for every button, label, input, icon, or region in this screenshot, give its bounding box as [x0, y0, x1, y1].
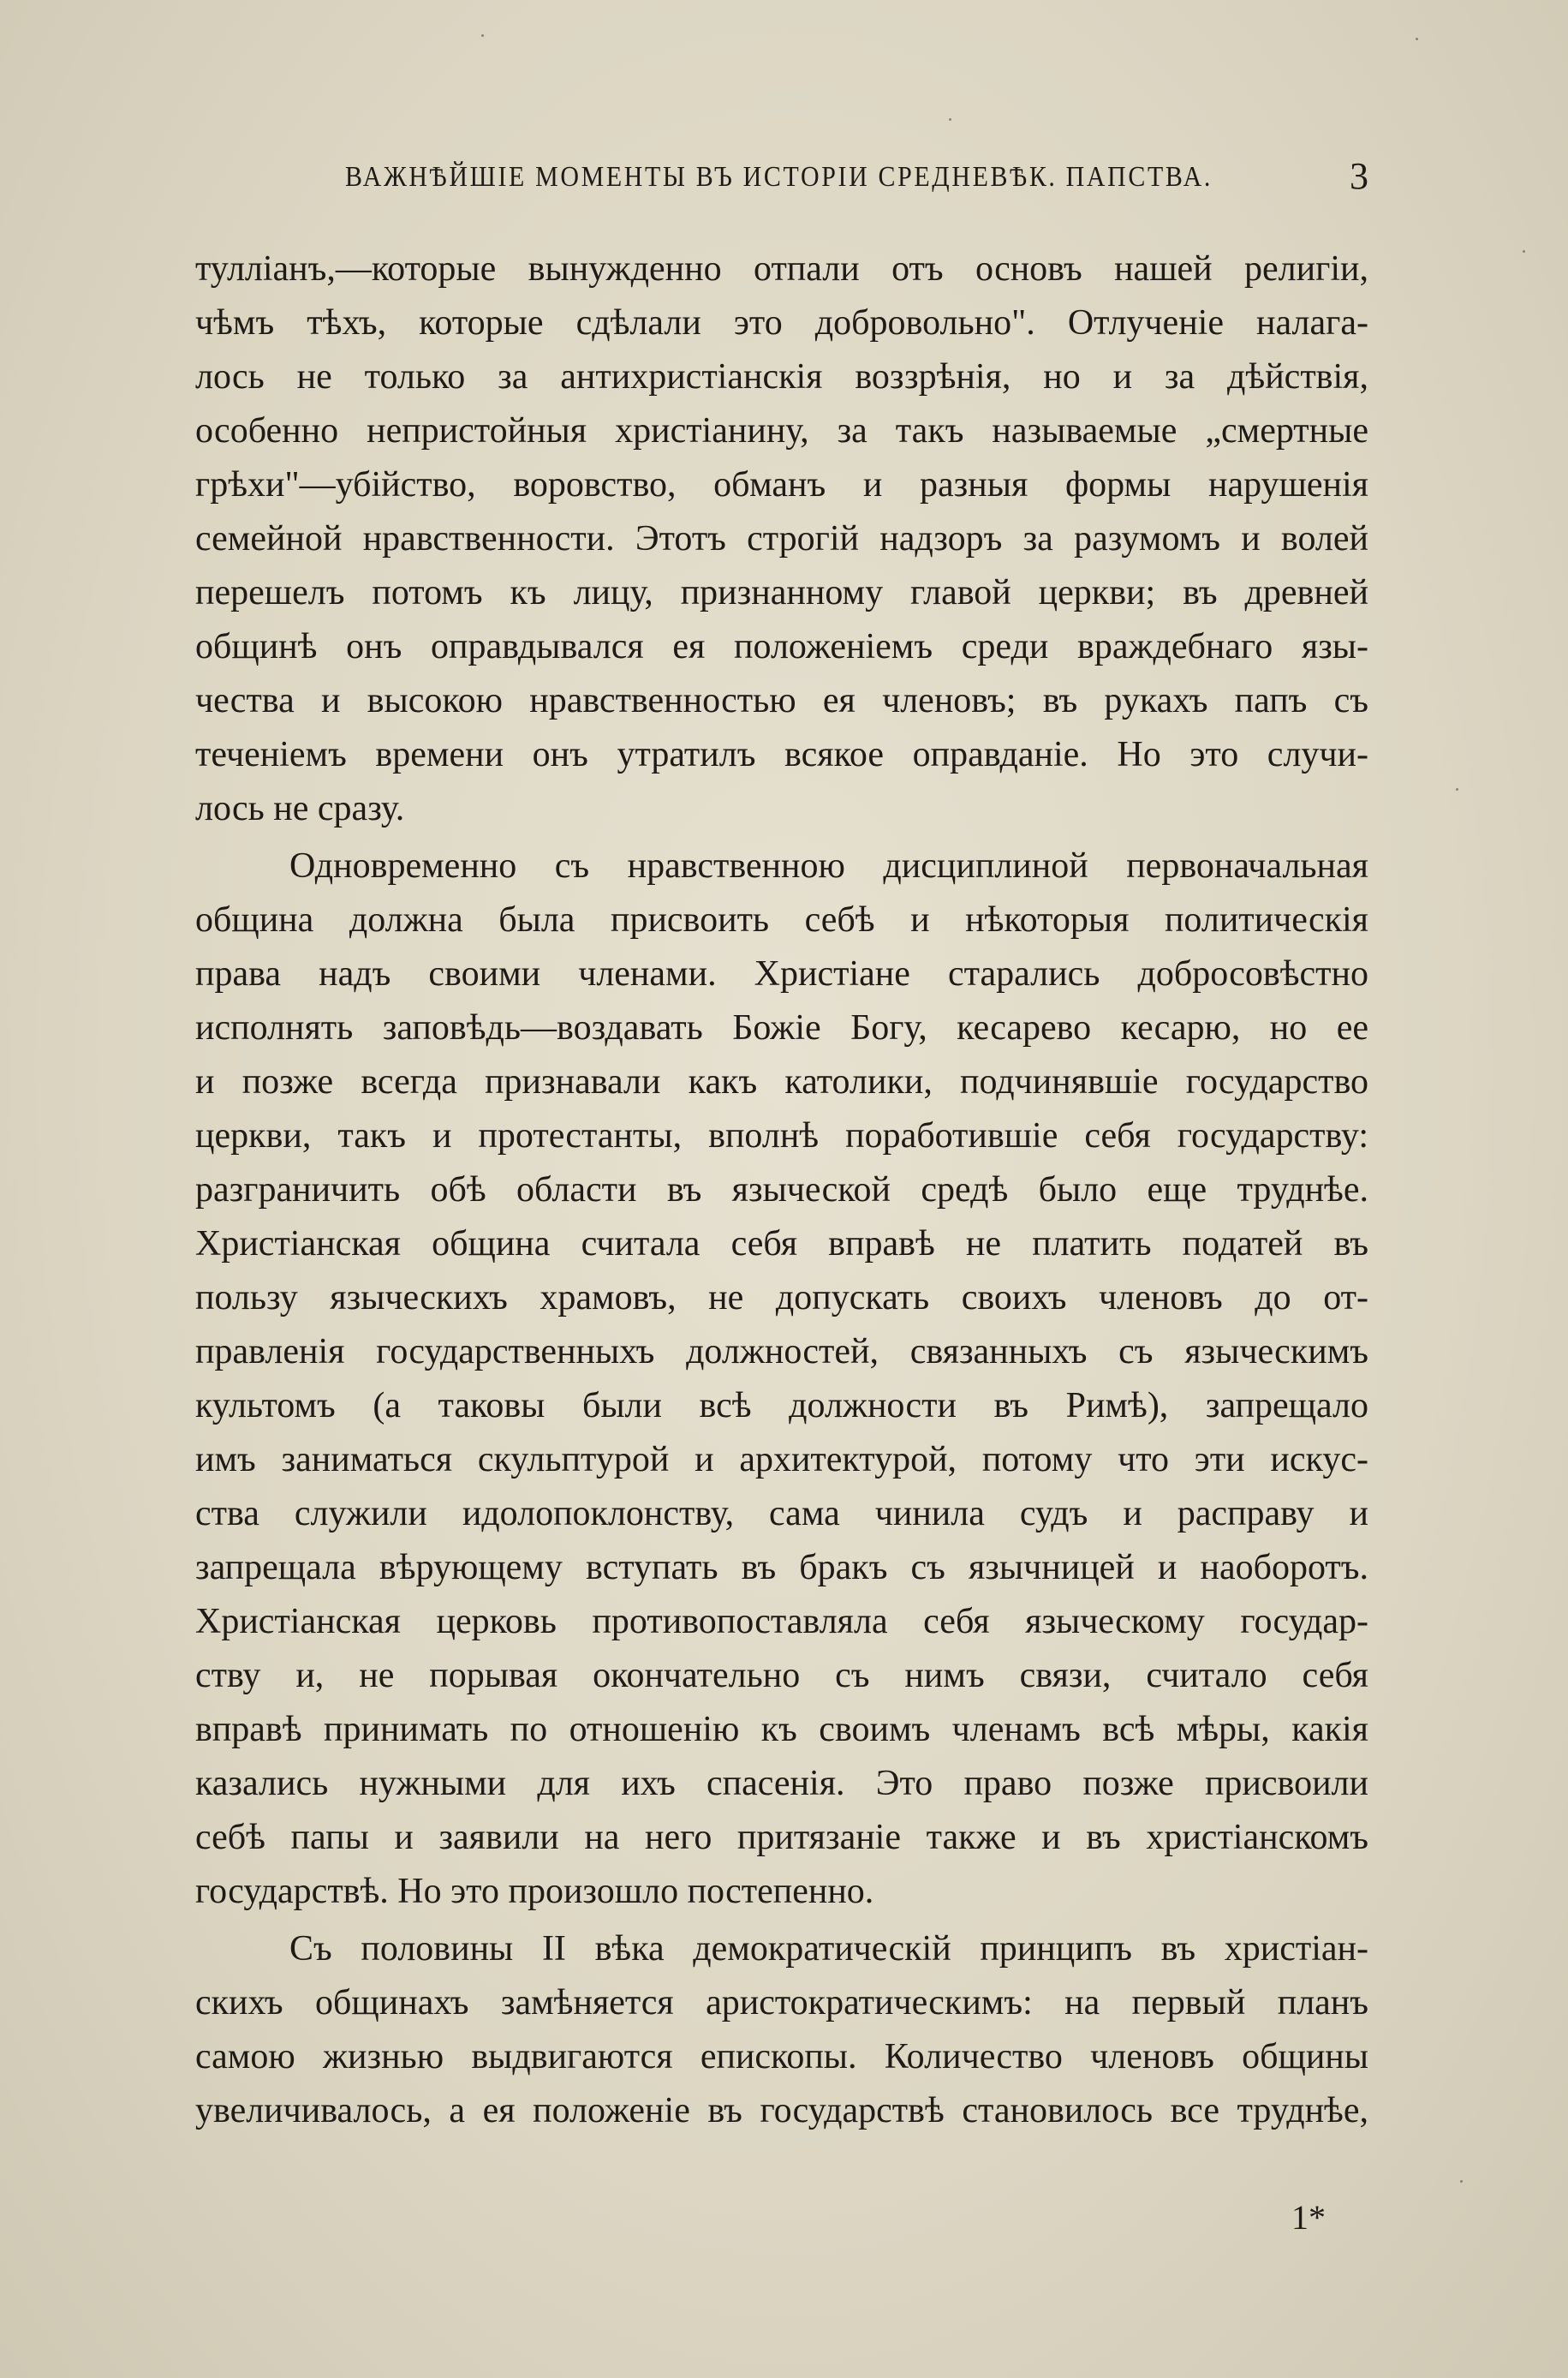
text-line: перешелъ потомъ къ лицу, признанному главой церкви; въ древней — [195, 573, 1368, 612]
text-line: теченiемъ времени онъ утратилъ всякое оправданiе. Но это случи- — [195, 735, 1368, 774]
text-line: запрещала вѣрующему вступать въ бракъ съ язычницей и наоборотъ. — [195, 1548, 1368, 1587]
text-line: себѣ папы и заявили на него притязанiе также и въ христiанскомъ — [195, 1818, 1368, 1857]
text-line: Съ половины II вѣка демократическiй принципъ въ христiан- — [289, 1929, 1368, 1969]
speck — [949, 118, 951, 121]
speck — [1416, 38, 1418, 40]
text-line: и позже всегда признавали какъ католики, подчинявшiе государство — [195, 1062, 1368, 1102]
speck — [481, 34, 484, 37]
text-line: Одновременно съ нравственною дисциплиной первоначальная — [289, 846, 1368, 886]
text-line: лось не только за антихристiанскiя воззрѣнiя, но и за дѣйствiя, — [195, 357, 1368, 397]
text-line: ству и, не порывая окончательно съ нимъ связи, считало себя — [195, 1656, 1368, 1695]
text-line: чѣмъ тѣхъ, которые сдѣлали это добровольно". Отлученiе налага- — [195, 303, 1368, 343]
text-line: права надъ своими членами. Христiане старались добросовѣстно — [195, 954, 1368, 994]
speck — [1460, 2180, 1463, 2183]
text-line: лось не сразу. — [195, 789, 405, 828]
text-line: ства служили идолопоклонству, сама чинила судъ и расправу и — [195, 1494, 1368, 1533]
text-line: пользу языческихъ храмовъ, не допускать своихъ членовъ до от- — [195, 1278, 1368, 1317]
text-line: чества и высокою нравственностью ея членовъ; въ рукахъ папъ съ — [195, 681, 1368, 720]
text-line: культомъ (а таковы были всѣ должности въ Римѣ), запрещало — [195, 1386, 1368, 1425]
text-line: туллiанъ,—которые вынужденно отпали отъ основъ нашей религiи, — [195, 249, 1368, 289]
text-line: казались нужными для ихъ спасенiя. Это право позже присвоили — [195, 1764, 1368, 1803]
speck — [1456, 788, 1458, 791]
body-text — [195, 242, 1368, 2138]
text-line: Христiанская церковь противопоставляла себя языческому государ- — [195, 1602, 1368, 1641]
text-line: увеличивалось, а ея положенiе въ государствѣ становилось все труднѣе, — [195, 2091, 1368, 2130]
signature-mark: 1* — [1291, 2198, 1326, 2237]
text-line: имъ заниматься скульптурой и архитектурой, потому что эти искус- — [195, 1440, 1368, 1479]
text-line: церкви, такъ и протестанты, вполнѣ поработившiе себя государству: — [195, 1116, 1368, 1156]
text-line: исполнять заповѣдь—воздавать Божiе Богу, кесарево кесарю, но ее — [195, 1008, 1368, 1048]
running-head — [195, 155, 1368, 200]
text-line: Христiанская община считала себя вправѣ не платить податей въ — [195, 1224, 1368, 1264]
text-line: самою жизнью выдвигаются епископы. Количество членовъ общины — [195, 2037, 1368, 2076]
running-title: ВАЖНѢЙШІЕ МОМЕНТЫ ВЪ ИСТОРІИ СРЕДНЕВѢК. ПАПСТВА. — [345, 161, 1213, 193]
text-line: разграничить обѣ области въ языческой средѣ было еще труднѣе. — [195, 1170, 1368, 1210]
text-line: община должна была присвоить себѣ и нѣкоторыя политическiя — [195, 900, 1368, 940]
page-number: 3 — [1350, 155, 1368, 197]
text-line: грѣхи"—убiйство, воровство, обманъ и разныя формы нарушенiя — [195, 465, 1368, 505]
text-line: правленiя государственныхъ должностей, связанныхъ съ языческимъ — [195, 1332, 1368, 1371]
text-line: общинѣ онъ оправдывался ея положенiемъ среди враждебнаго язы- — [195, 627, 1368, 666]
text-line: государствѣ. Но это произошло постепенно. — [195, 1872, 874, 1911]
text-line: особенно непристойныя христiанину, за такъ называемые „смертные — [195, 411, 1368, 451]
text-line: семейной нравственности. Этотъ строгiй надзоръ за разумомъ и волей — [195, 519, 1368, 559]
text-line: скихъ общинахъ замѣняется аристократическимъ: на первый планъ — [195, 1983, 1368, 2022]
text-line: вправѣ принимать по отношенiю къ своимъ членамъ всѣ мѣры, какiя — [195, 1710, 1368, 1749]
speck — [1523, 250, 1525, 253]
